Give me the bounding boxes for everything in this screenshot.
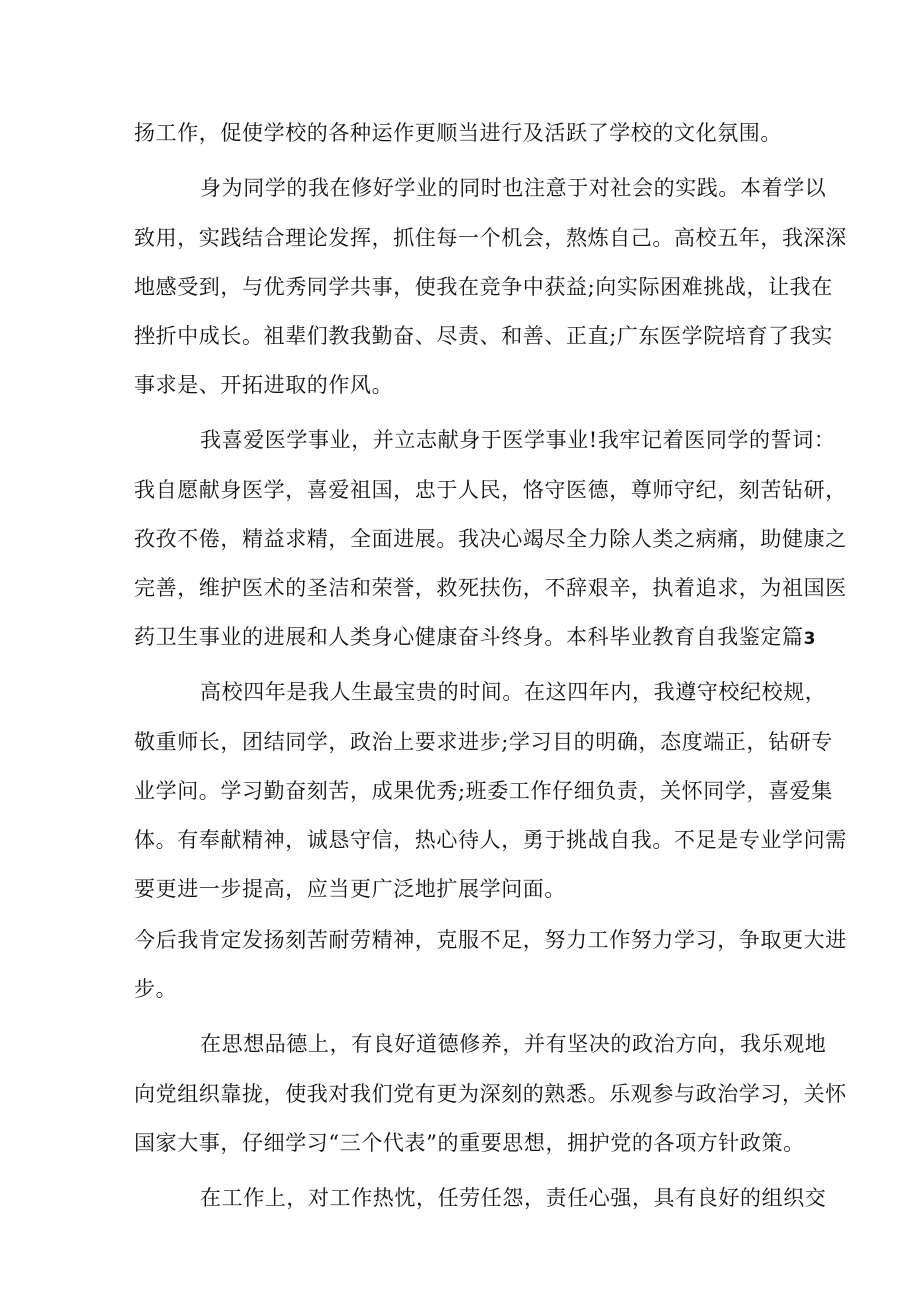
heading-number: 3	[803, 629, 817, 649]
text-line: 致用，实践结合理论发挥，抓住每一个机会，熬炼自己。高校五年，我深深	[134, 226, 847, 250]
paragraph-first-line: 我喜爱医学事业，并立志献身于医学事业!我牢记着医同学的誓词：	[200, 428, 836, 452]
text-line: 我自愿献身医学，喜爱祖国，忠于人民，恪守医德，尊师守纪，刻苦钻研，	[134, 478, 847, 502]
text-line: 今后我肯定发扬刻苦耐劳精神，克服不足，努力工作努力学习，争取更大进	[134, 928, 847, 952]
text-line: 体。有奉献精神，诚恳守信，热心待人，勇于挑战自我。不足是专业学问需	[134, 828, 847, 852]
text-line: 地感受到，与优秀同学共事，使我在竞争中获益;向实际困难挑战，让我在	[134, 275, 833, 299]
text-line: 扬工作，促使学校的各种运作更顺当进行及活跃了学校的文化氛围。	[134, 121, 782, 145]
text-line: 敬重师长，团结同学，政治上要求进步;学习目的明确，态度端正，钻研专	[134, 730, 833, 754]
paragraph-first-line: 在思想品德上，有良好道德修养，并有坚决的政治方向，我乐观地	[200, 1032, 827, 1056]
text-line: 国家大事，仔细学习“三个代表”的重要思想，拥护党的各项方针政策。	[134, 1131, 805, 1155]
text-line: 业学问。学习勤奋刻苦，成果优秀;班委工作仔细负责，关怀同学，喜爱集	[134, 779, 833, 803]
text-line-with-heading	[0, 622, 920, 654]
text-line: 事求是、开拓进取的作风。	[134, 373, 394, 397]
paragraph-first-line: 在工作上，对工作热忱，任劳任怨，责任心强，具有良好的组织交	[200, 1186, 827, 1210]
text-line: 向党组织靠拢，使我对我们党有更为深刻的熟悉。乐观参与政治学习，关怀	[134, 1082, 847, 1106]
text-line: 挫折中成长。祖辈们教我勤奋、尽责、和善、正直;广东医学院培育了我实	[134, 324, 833, 348]
paragraph-first-line: 高校四年是我人生最宝贵的时间。在这四年内，我遵守校纪校规，	[200, 680, 827, 704]
text-line: 完善，维护医术的圣洁和荣誉，救死扶伤，不辞艰辛，执着追求，为祖国医	[134, 576, 847, 600]
text-segment: 药卫生事业的进展和人类身心健康奋斗终身。本科毕业教育自我鉴定篇	[134, 625, 804, 649]
text-line: 步。	[134, 977, 178, 1001]
paragraph-first-line: 身为同学的我在修好学业的同时也注意于对社会的实践。本着学以	[200, 176, 827, 200]
text-line: 孜孜不倦，精益求精，全面进展。我决心竭尽全力除人类之病痛，助健康之	[134, 527, 847, 551]
text-line: 要更进一步提高，应当更广泛地扩展学问面。	[134, 877, 566, 901]
